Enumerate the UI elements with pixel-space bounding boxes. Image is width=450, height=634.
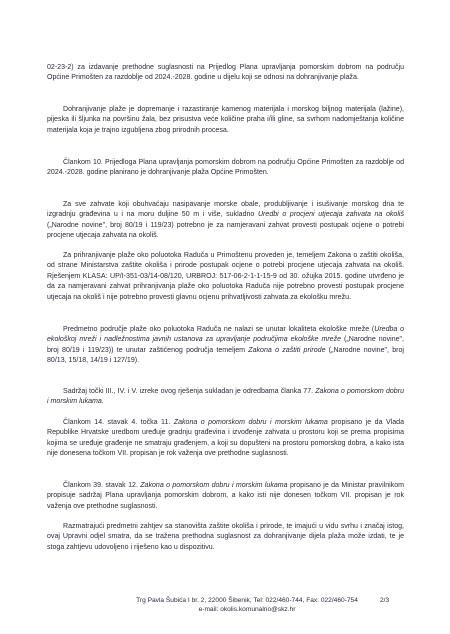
paragraph-8-text: Člankom 14. stavak 4. točka 11.: [63, 419, 174, 426]
paragraph-5-text: Za prihranjivanje plaže oko poluotoka Raduča u Primoštenu proveden je, temeljem Zakona o zaštiti okoliša, od strane Ministarstva zaštite okoliša i prirode postupak ocjene o potrebi procjene utjecaja zahvata na okoliš. Rješenjem KLASA: UP/I-351-03/14-08/120, URBROJ: 517-06-2-1-1-15-9 od 30. ožujka 2015. godine utvrđeno je da za namjeravani zahvat prihranjivanja plaže oko poluotoka Raduča nije potrebno provesti postupak procjene utjecaja na okoliš i nije potrebno provesti glavnu ocjenu prihvatljivosti zahvata za ekološku mrežu.: [47, 252, 404, 301]
paragraph-3-text: Člankom 10. Prijedloga Plana upravljanja pomorskim dobrom na području Općine Primošten za razdoblje od 2024.-2028. godine planirano je dohranjivanje plaža Općine Primošten.: [47, 159, 404, 177]
paragraph-8: [47, 418, 404, 460]
footer-email: e-mail: okolis.komunalno@skz.hr: [198, 606, 296, 613]
law-title-italic: Zakona o zaštiti prirode: [248, 346, 326, 354]
regulation-title-italic: Uredba o ekološkoj mreži i nadležnostima javnih ustanova za upravljanje područjima ekološke mreže: [47, 326, 404, 344]
paragraph-4-text-end: („Narodne novine", broj 80/19 i 119/23) potrebno je za namjeravani zahvat provesti postupak ocjene o potrebi procjene utjecaja zahvata na okoliš.: [47, 221, 404, 240]
paragraph-4-text: Za sve zahvate koji obuhvaćaju nasipavanje morske obale, produbljivanje i isušivanje morskog dna te izgradnju građevina u i na moru duljine 50 m i više, sukladno: [47, 201, 404, 219]
regulation-title-italic: Uredbi o procjeni utjecaja zahvata na okoliš: [257, 211, 404, 219]
paragraph-10-text: Razmatrajući predmetni zahtjev sa stanovišta zaštite okoliša i prirode, te imajući u vidu svrhu i značaj istog, ovaj Upravni odjel smatra, da se tražena prethodna suglasnost za dohranjivanje dijela plaža može izdati, te je stoga zahtjevu udovoljeno i riješeno kao u dispozitivu.: [47, 523, 404, 551]
paragraph-4: [47, 200, 404, 242]
law-title-italic: Zakona o pomorskom dobru i morskim lukama.: [47, 388, 404, 406]
paragraph-2: [47, 105, 404, 136]
paragraph-5: [47, 251, 404, 303]
paragraph-6-text: Predmetno područje plaže oko poluotoka Raduča ne nalazi se unutar lokaliteta ekološke mreže (: [63, 326, 375, 333]
paragraph-8-text-end: propisano je da Vlada Republike Hrvatske uredbom uređuje gradnju građevina i izvođenje zahvata u prostoru koji se prema propisima kojima se uređuje građenje ne smatraju građenjem, a koji su dopušteni na prostoru pomorskog dobra, a kako ista nije donesena točkom VII. propisan je rok važenja ove prethodne suglasnosti.: [47, 419, 404, 458]
paragraph-3: [47, 158, 404, 179]
paragraph-6-text-end: („Narodne novine", broj 80/13, 15/18, 14/19 i 127/19).: [47, 346, 404, 365]
paragraph-9-text: Člankom 39. stavak 12.: [63, 482, 141, 489]
paragraph-6-text-mid: („Narodne novine", broj 80/19 i 119/23)) te unutar zaštićenog područja temeljem: [47, 336, 404, 354]
footer-address-line: Trg Pavla Šubića I br. 2, 22000 Šibenik, Tel: 022/460-744, Fax: 022/460-754: [136, 597, 358, 604]
paragraph-10: [47, 522, 404, 553]
paragraph-9: [47, 481, 404, 512]
paragraph-1: [47, 63, 404, 84]
footer-address: [112, 596, 382, 614]
paragraph-1-text: 02-23-2) za izdavanje prethodne suglasnosti na Prijedlog Plana upravljanja pomorskim dobrom na području Općine Primošten za razdoblje od 2024.-2028. godine u dijelu koji se odnosi na dohranjivanje plaža.: [47, 64, 404, 82]
paragraph-2-text: Dohranjivanje plaže je dopremanje i razastiranje kamenog materijala i morskog biljnog materijala (lažine), pijeska ili šljunka na površinu žala, bez prisustva veće količine praha i/ili gline, sa svrhom nadomještanja količine materijala koja je trajno izgubljena zbog prirodnih procesa.: [47, 106, 404, 134]
law-title-italic: Zakona o pomorskom dobru i morskim lukama: [140, 482, 288, 489]
paragraph-6: [47, 325, 404, 367]
paragraph-7-text: Sadržaj točki III., IV. i V. izreke ovog rješenja sukladan je odredbama članka 77.: [63, 388, 316, 395]
paragraph-9-text-end: propisano je da Ministar pravilnikom propisuje sadržaj Plana upravljanja pomorskim dobrom, a kako isti nije donesen točkom VII. propisan je rok važenja ove prethodne suglasnosti.: [47, 482, 404, 510]
page-number: 2/3: [380, 597, 390, 604]
paragraph-7: [47, 387, 404, 408]
law-title-italic: Zakona o pomorskom dobru i morskim lukama: [173, 419, 328, 426]
